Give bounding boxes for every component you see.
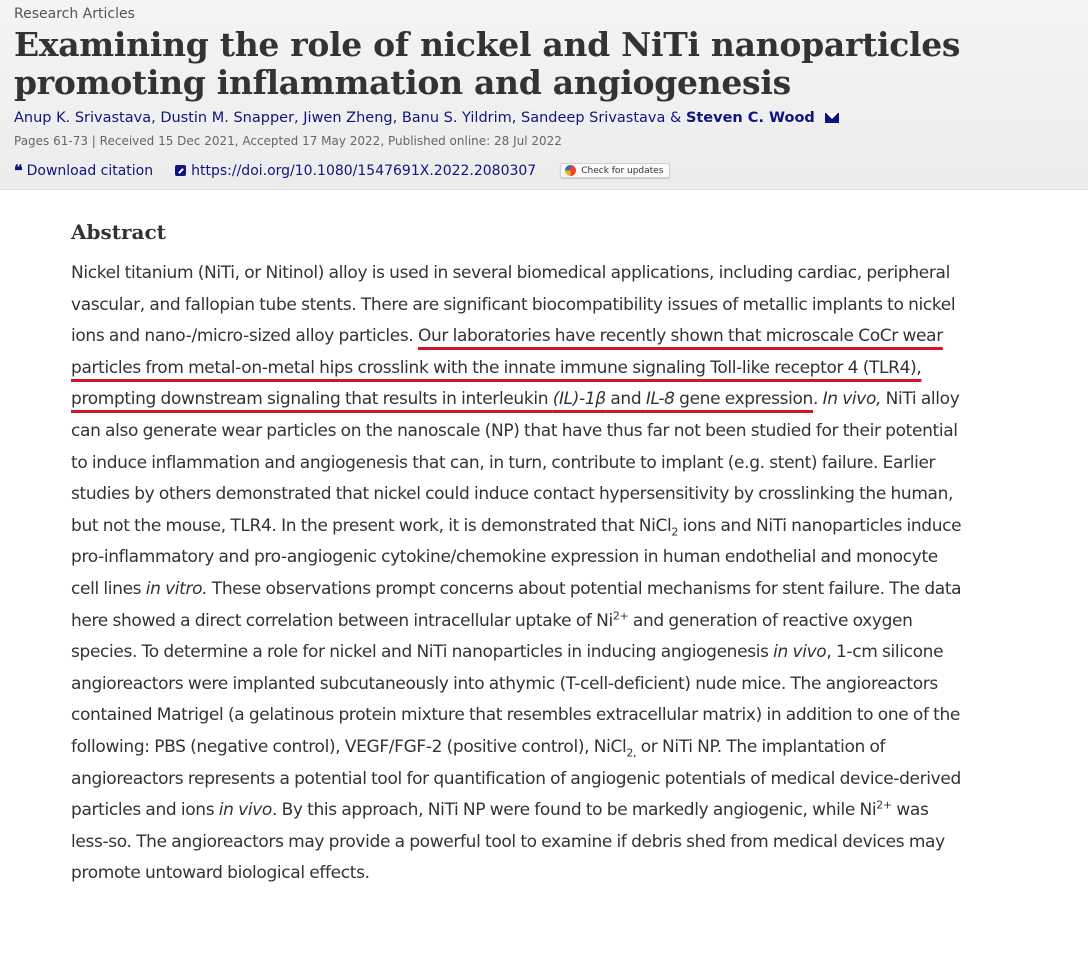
abstract-heading: Abstract bbox=[71, 220, 166, 244]
author-link[interactable]: Banu S. Yildrim bbox=[401, 110, 512, 126]
envelope-icon[interactable] bbox=[825, 113, 839, 123]
check-for-updates-label: Check for updates bbox=[581, 165, 664, 176]
download-citation-label: Download citation bbox=[26, 162, 154, 179]
publication-meta: Pages 61-73 | Received 15 Dec 2021, Accepted 17 May 2022, Published online: 28 Jul 2022 bbox=[14, 134, 562, 148]
author-link[interactable]: Jiwen Zheng bbox=[303, 110, 393, 126]
article-header bbox=[0, 0, 1088, 190]
author-link[interactable]: Dustin M. Snapper bbox=[160, 110, 295, 126]
author-list: Anup K. Srivastava, Dustin M. Snapper, Jiwen Zheng, Banu S. Yildrim, Sandeep Srivastava & Steven C. Wood bbox=[14, 108, 1088, 128]
article-actions bbox=[14, 161, 1088, 180]
author-link[interactable]: Anup K. Srivastava bbox=[14, 110, 152, 126]
crossmark-icon bbox=[565, 165, 576, 176]
highlighted-text: Our laboratories have recently shown that microscale CoCr wear particles from metal-on-metal hips crosslink with the innate immune signaling Toll-like receptor 4 (TLR4), prompting downstream signaling that results in interleukin (IL)-1β and IL-8 gene expression bbox=[71, 326, 943, 410]
quote-icon: ❝ bbox=[14, 161, 23, 180]
check-for-updates-button[interactable] bbox=[560, 163, 670, 178]
corresponding-author-link[interactable]: Steven C. Wood bbox=[685, 110, 815, 126]
download-citation-link[interactable] bbox=[14, 161, 153, 180]
abstract-section bbox=[0, 220, 1088, 890]
doi-link-label: https://doi.org/10.1080/1547691X.2022.2080307 bbox=[191, 162, 537, 179]
abstract-body: Nickel titanium (NiTi, or Nitinol) alloy is used in several biomedical applications, including cardiac, peripheral vascular, and fallopian tube stents. There are significant biocompatibility issues of metallic implants to nickel ions and nano-/micro-sized alloy particles. Our laboratories have recently shown that microscale CoCr wear particles from metal-on-metal hips crosslink with the innate immune signaling Toll-like receptor 4 (TLR4), prompting downstream signaling that results in interleukin (IL)-1β and IL-8 gene expression. In vivo, NiTi alloy can also generate wear particles on the nanoscale (NP) that have thus far not been studied for their potential to induce inflammation and angiogenesis that can, in turn, contribute to implant (e.g. stent) failure. Earlier studies by others demonstrated that nickel could induce contact hypersensitivity by crosslinking the human, but not the mouse, TLR4. In the present work, it is demonstrated that NiCl$_2$ ions and NiTi nanoparticles induce pro-inflammatory and pro-angiogenic cytokine/chemokine expression in human endothelial and monocyte cell lines in vitro. These observations prompt concerns about potential mechanisms for stent failure. The data here showed a direct correlation between intracellular uptake of $Ni^{2+}$ and generation of reactive oxygen species. To determine a role for nickel and NiTi nanoparticles in inducing angiogenesis in vivo, 1-cm silicone angioreactors were implanted subcutaneously into athymic (T-cell-deficient) nude mice. The angioreactors contained Matrigel (a gelatinous protein mixture that resembles extracellular matrix) in addition to one of the following: PBS (negative control), VEGF/FGF-2 (positive control), NiCl$_{2,}$ or NiTi NP. The implantation of angioreactors represents a potential tool for quantification of angiogenic potentials of medical device-derived particles and ions in vivo. By this approach, NiTi NP were found to be markedly angiogenic, while $Ni^{2+}$ was less-so. The angioreactors may provide a powerful tool to examine if debris shed from medical devices may promote untoward biological effects. bbox=[71, 263, 962, 884]
section-label: Research Articles bbox=[14, 6, 135, 22]
doi-link[interactable] bbox=[175, 163, 536, 179]
external-link-icon bbox=[175, 165, 186, 176]
author-link[interactable]: Sandeep Srivastava bbox=[521, 110, 666, 126]
article-title: Examining the role of nickel and NiTi nanoparticles promoting inflammation and angiogenesis bbox=[14, 25, 961, 102]
